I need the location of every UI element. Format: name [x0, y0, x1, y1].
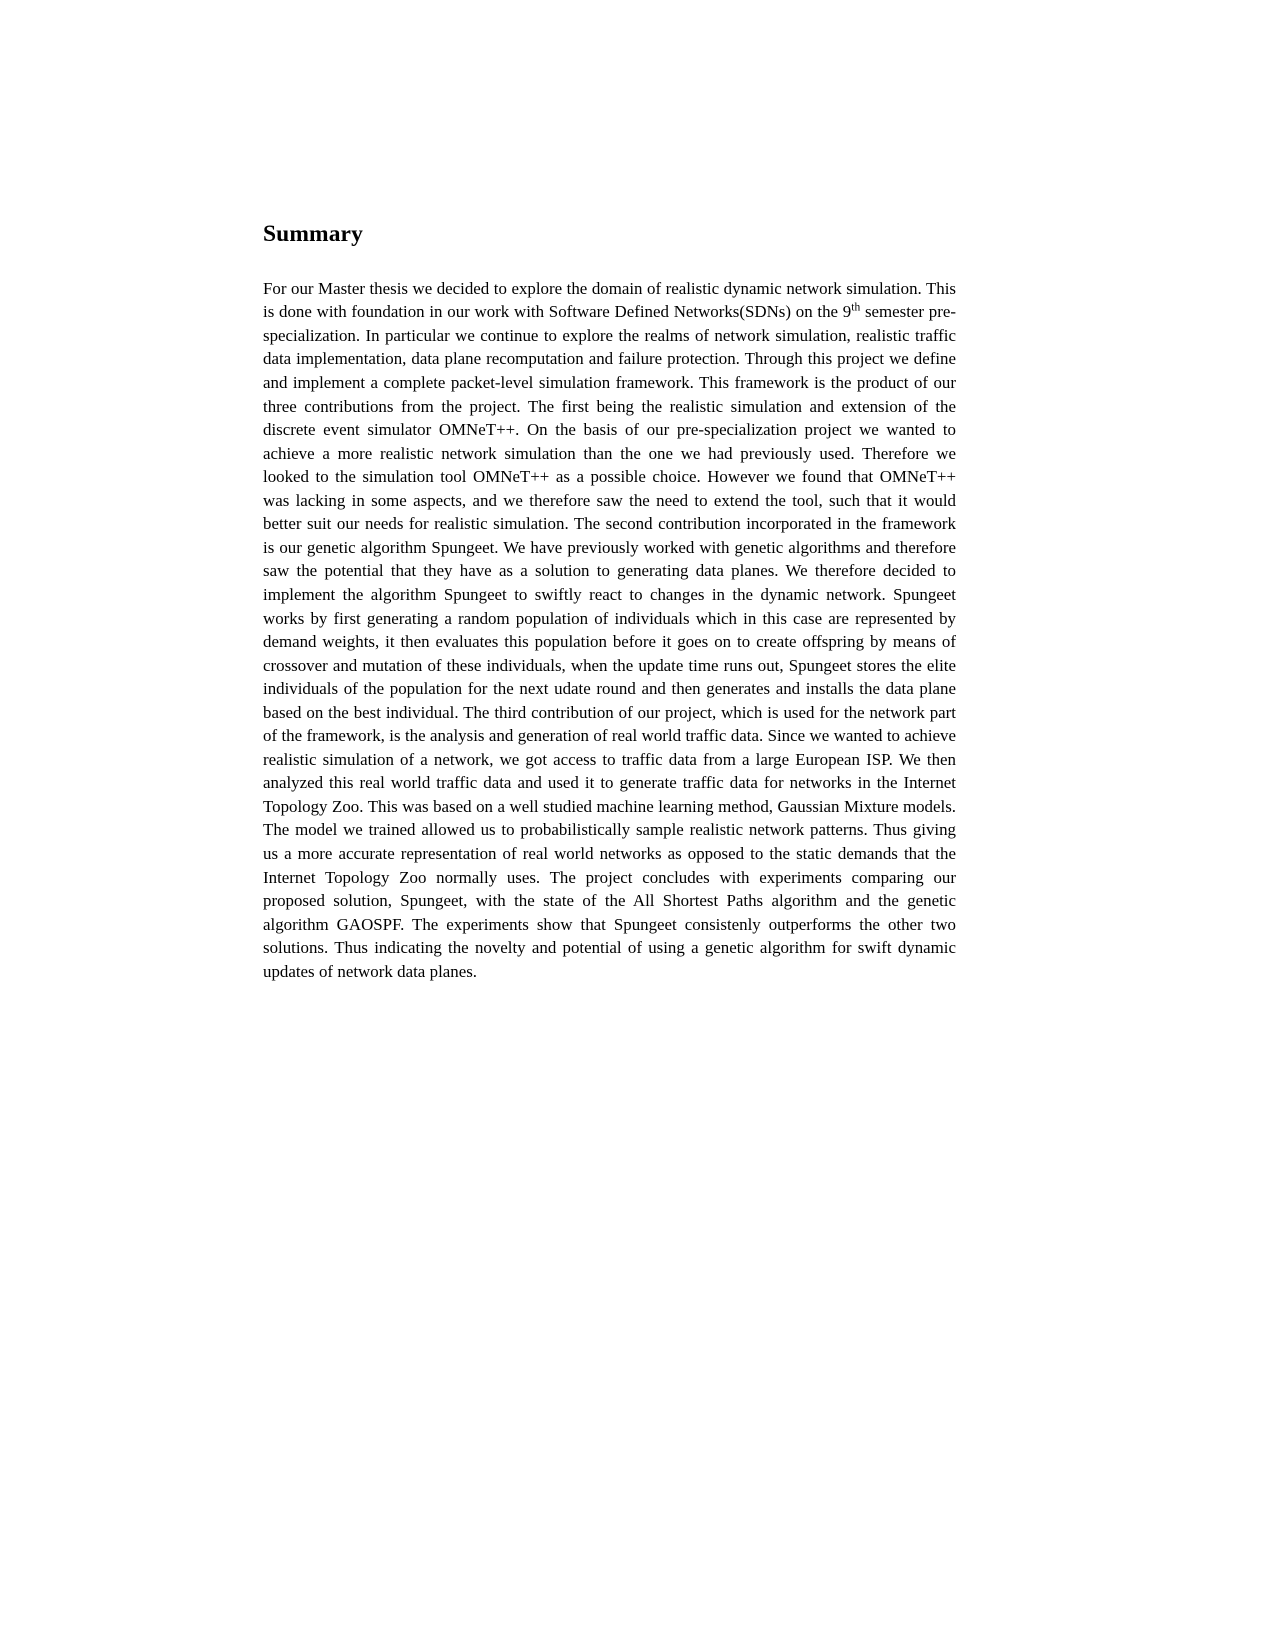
summary-paragraph [263, 277, 956, 983]
page-content [263, 222, 956, 983]
paragraph-text-after-ordinal: semester pre-specialization. In particular we continue to explore the realms of network simulation, realistic traffic data implementation, data plane recomputation and failure protection. Through this project we define and implement a complete packet-level simulation framework. This framework is the product of our three contributions from the project. The first being the realistic simulation and extension of the discrete event simulator OMNeT++. On the basis of our pre-specialization project we wanted to achieve a more realistic network simulation than the one we had previously used. Therefore we looked to the simulation tool OMNeT++ as a possible choice. However we found that OMNeT++ was lacking in some aspects, and we therefore saw the need to extend the tool, such that it would better suit our needs for realistic simulation. The second contribution incorporated in the framework is our genetic algorithm Spungeet. We have previously worked with genetic algorithms and therefore saw the potential that they have as a solution to generating data planes. We therefore decided to implement the algorithm Spungeet to swiftly react to changes in the dynamic network. Spungeet works by first generating a random population of individuals which in this case are represented by demand weights, it then evaluates this population before it goes on to create offspring by means of crossover and mutation of these individuals, when the update time runs out, Spungeet stores the elite individuals of the population for the next udate round and then generates and installs the data plane based on the best individual. The third contribution of our project, which is used for the network part of the framework, is the analysis and generation of real world traffic data. Since we wanted to achieve realistic simulation of a network, we got access to traffic data from a large European ISP. We then analyzed this real world traffic data and used it to generate traffic data for networks in the Internet Topology Zoo. This was based on a well studied machine learning method, Gaussian Mixture models. The model we trained allowed us to probabilistically sample realistic network patterns. Thus giving us a more accurate representation of real world networks as opposed to the static demands that the Internet Topology Zoo normally uses. The project concludes with experiments comparing our proposed solution, Spungeet, with the state of the All Shortest Paths algorithm and the genetic algorithm GAOSPF. The experiments show that Spungeet consistenly outperforms the other two solutions. Thus indicating the novelty and potential of using a genetic algorithm for swift dynamic updates of network data planes. [263, 302, 956, 981]
paragraph-text-before-ordinal: For our Master thesis we decided to explore the domain of realistic dynamic network simulation. This is done with foundation in our work with Software Defined Networks(SDNs) on the 9 [263, 278, 956, 322]
page-title: Summary [263, 221, 363, 247]
ordinal-suffix: th [851, 301, 861, 314]
